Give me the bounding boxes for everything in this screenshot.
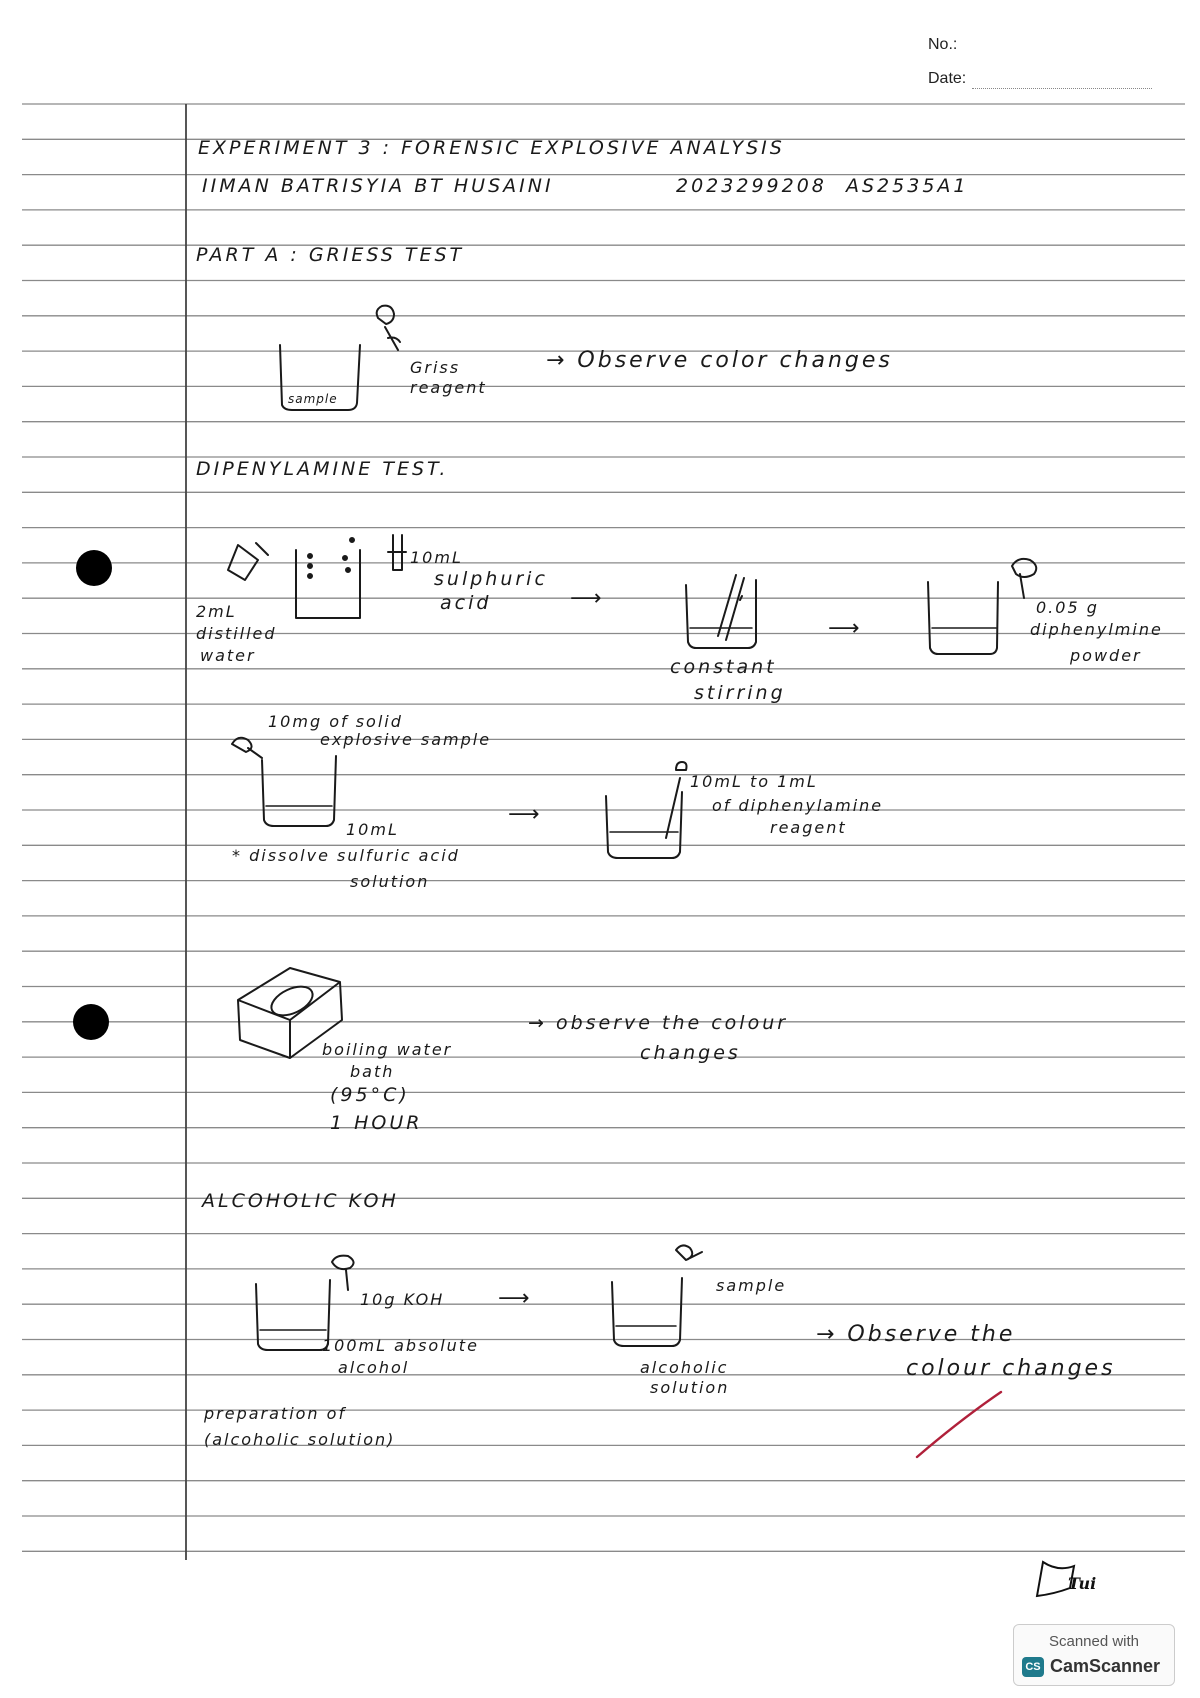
koh-spatula-icon bbox=[332, 1256, 354, 1290]
container-icon bbox=[296, 550, 360, 618]
stirring-beaker-icon bbox=[686, 580, 756, 648]
powder-label-3: powder bbox=[1070, 646, 1142, 665]
reagent-beaker-icon bbox=[606, 792, 682, 858]
bath-label-3: (95°C) bbox=[330, 1084, 410, 1106]
water-label-3: water bbox=[200, 646, 256, 665]
scanned-with-label: Scanned with bbox=[1048, 1633, 1140, 1650]
prep-label-1: preparation of bbox=[204, 1404, 347, 1423]
class-code: AS2535A1 bbox=[846, 175, 969, 197]
alcohol-label-2: alcohol bbox=[338, 1358, 410, 1377]
bath-label-4: 1 HOUR bbox=[330, 1112, 423, 1134]
camscanner-name: CamScanner bbox=[1050, 1656, 1161, 1676]
stirring-label-2: stirring bbox=[694, 682, 786, 704]
reagent-label-3: reagent bbox=[770, 818, 847, 837]
griess-sample-label: sample bbox=[288, 392, 338, 406]
date-label: Date: bbox=[928, 70, 967, 87]
dissolve-label-2: solution bbox=[350, 872, 430, 891]
dpa-heading: DIPENYLAMINE TEST. bbox=[196, 458, 449, 480]
stirring-label-1: constant bbox=[670, 656, 777, 678]
arrow-4: ⟶ bbox=[498, 1286, 533, 1311]
bath-label-1: boiling water bbox=[322, 1040, 453, 1059]
stirring-rod-icon bbox=[718, 575, 744, 640]
reagent-label-2: of diphenylamine bbox=[712, 796, 884, 815]
reagent-label-1: 10mL to 1mL bbox=[690, 772, 818, 791]
brand-name: Tui bbox=[1068, 1574, 1097, 1593]
spoon-icon bbox=[232, 738, 262, 758]
dissolve-label-1: * dissolve sulfuric acid bbox=[232, 846, 460, 865]
punch-hole-top bbox=[76, 550, 112, 586]
acid-label-1: 10mL bbox=[410, 548, 463, 567]
date-line bbox=[972, 88, 1152, 89]
explosive-label-1: 10mg of solid bbox=[268, 712, 403, 731]
alcohol-label-1: 100mL absolute bbox=[322, 1336, 479, 1355]
prep-label-2: (alcoholic solution) bbox=[204, 1430, 396, 1449]
camscanner-badge bbox=[1013, 1624, 1175, 1686]
acid-label-3: acid bbox=[440, 592, 492, 614]
explosive-beaker-icon bbox=[262, 756, 336, 826]
koh-result-1: → Observe the bbox=[816, 1322, 1016, 1347]
student-id: 2023299208 bbox=[676, 175, 827, 197]
solution-label-1: alcoholic bbox=[640, 1358, 729, 1377]
punch-hole-bottom bbox=[73, 1004, 109, 1040]
koh-amount-label: 10g KOH bbox=[360, 1290, 445, 1309]
volume-label: 10mL bbox=[346, 820, 399, 839]
pipette-icon bbox=[666, 762, 687, 838]
camscanner-logo-icon: CS bbox=[1022, 1657, 1044, 1677]
griess-dropper-icon bbox=[377, 306, 400, 350]
powder-label-1: 0.05 g bbox=[1036, 598, 1099, 617]
dpa-result-2: changes bbox=[640, 1042, 741, 1064]
koh-heading: ALCOHOLIC KOH bbox=[202, 1190, 399, 1212]
griess-result: → Observe color changes bbox=[546, 348, 893, 373]
student-name: IIMAN BATRISYIA BT HUSAINI bbox=[202, 175, 554, 197]
arrow-1: ⟶ bbox=[570, 586, 605, 611]
powder-beaker-icon bbox=[928, 582, 998, 654]
dpa-result-1: → observe the colour bbox=[528, 1012, 789, 1034]
bath-label-2: bath bbox=[350, 1062, 395, 1081]
explosive-label-2: explosive sample bbox=[320, 730, 492, 749]
water-label-2: distilled bbox=[196, 624, 277, 643]
sample-label: sample bbox=[716, 1276, 787, 1295]
sample-beaker-icon bbox=[612, 1278, 682, 1346]
grading-tick bbox=[917, 1392, 1001, 1457]
spatula-icon bbox=[1012, 559, 1036, 598]
arrow-2: ⟶ bbox=[828, 616, 863, 641]
no-label: No.: bbox=[928, 36, 958, 53]
powder-label-2: diphenylmine bbox=[1030, 620, 1163, 639]
griess-reagent-label: Griss reagent bbox=[410, 358, 487, 397]
arrow-3: ⟶ bbox=[508, 802, 543, 827]
water-beaker-icon bbox=[228, 543, 268, 580]
solution-label-2: solution bbox=[650, 1378, 730, 1397]
acid-cylinder-icon bbox=[388, 535, 406, 570]
part-a-heading: PART A : GRIESS TEST bbox=[196, 244, 465, 266]
sample-spoon-icon bbox=[676, 1245, 702, 1260]
water-label-1: 2mL bbox=[196, 602, 237, 621]
experiment-title: EXPERIMENT 3 : FORENSIC EXPLOSIVE ANALYSIS bbox=[198, 137, 785, 159]
koh-result-2: colour changes bbox=[906, 1356, 1116, 1381]
acid-label-2: sulphuric bbox=[434, 568, 548, 590]
